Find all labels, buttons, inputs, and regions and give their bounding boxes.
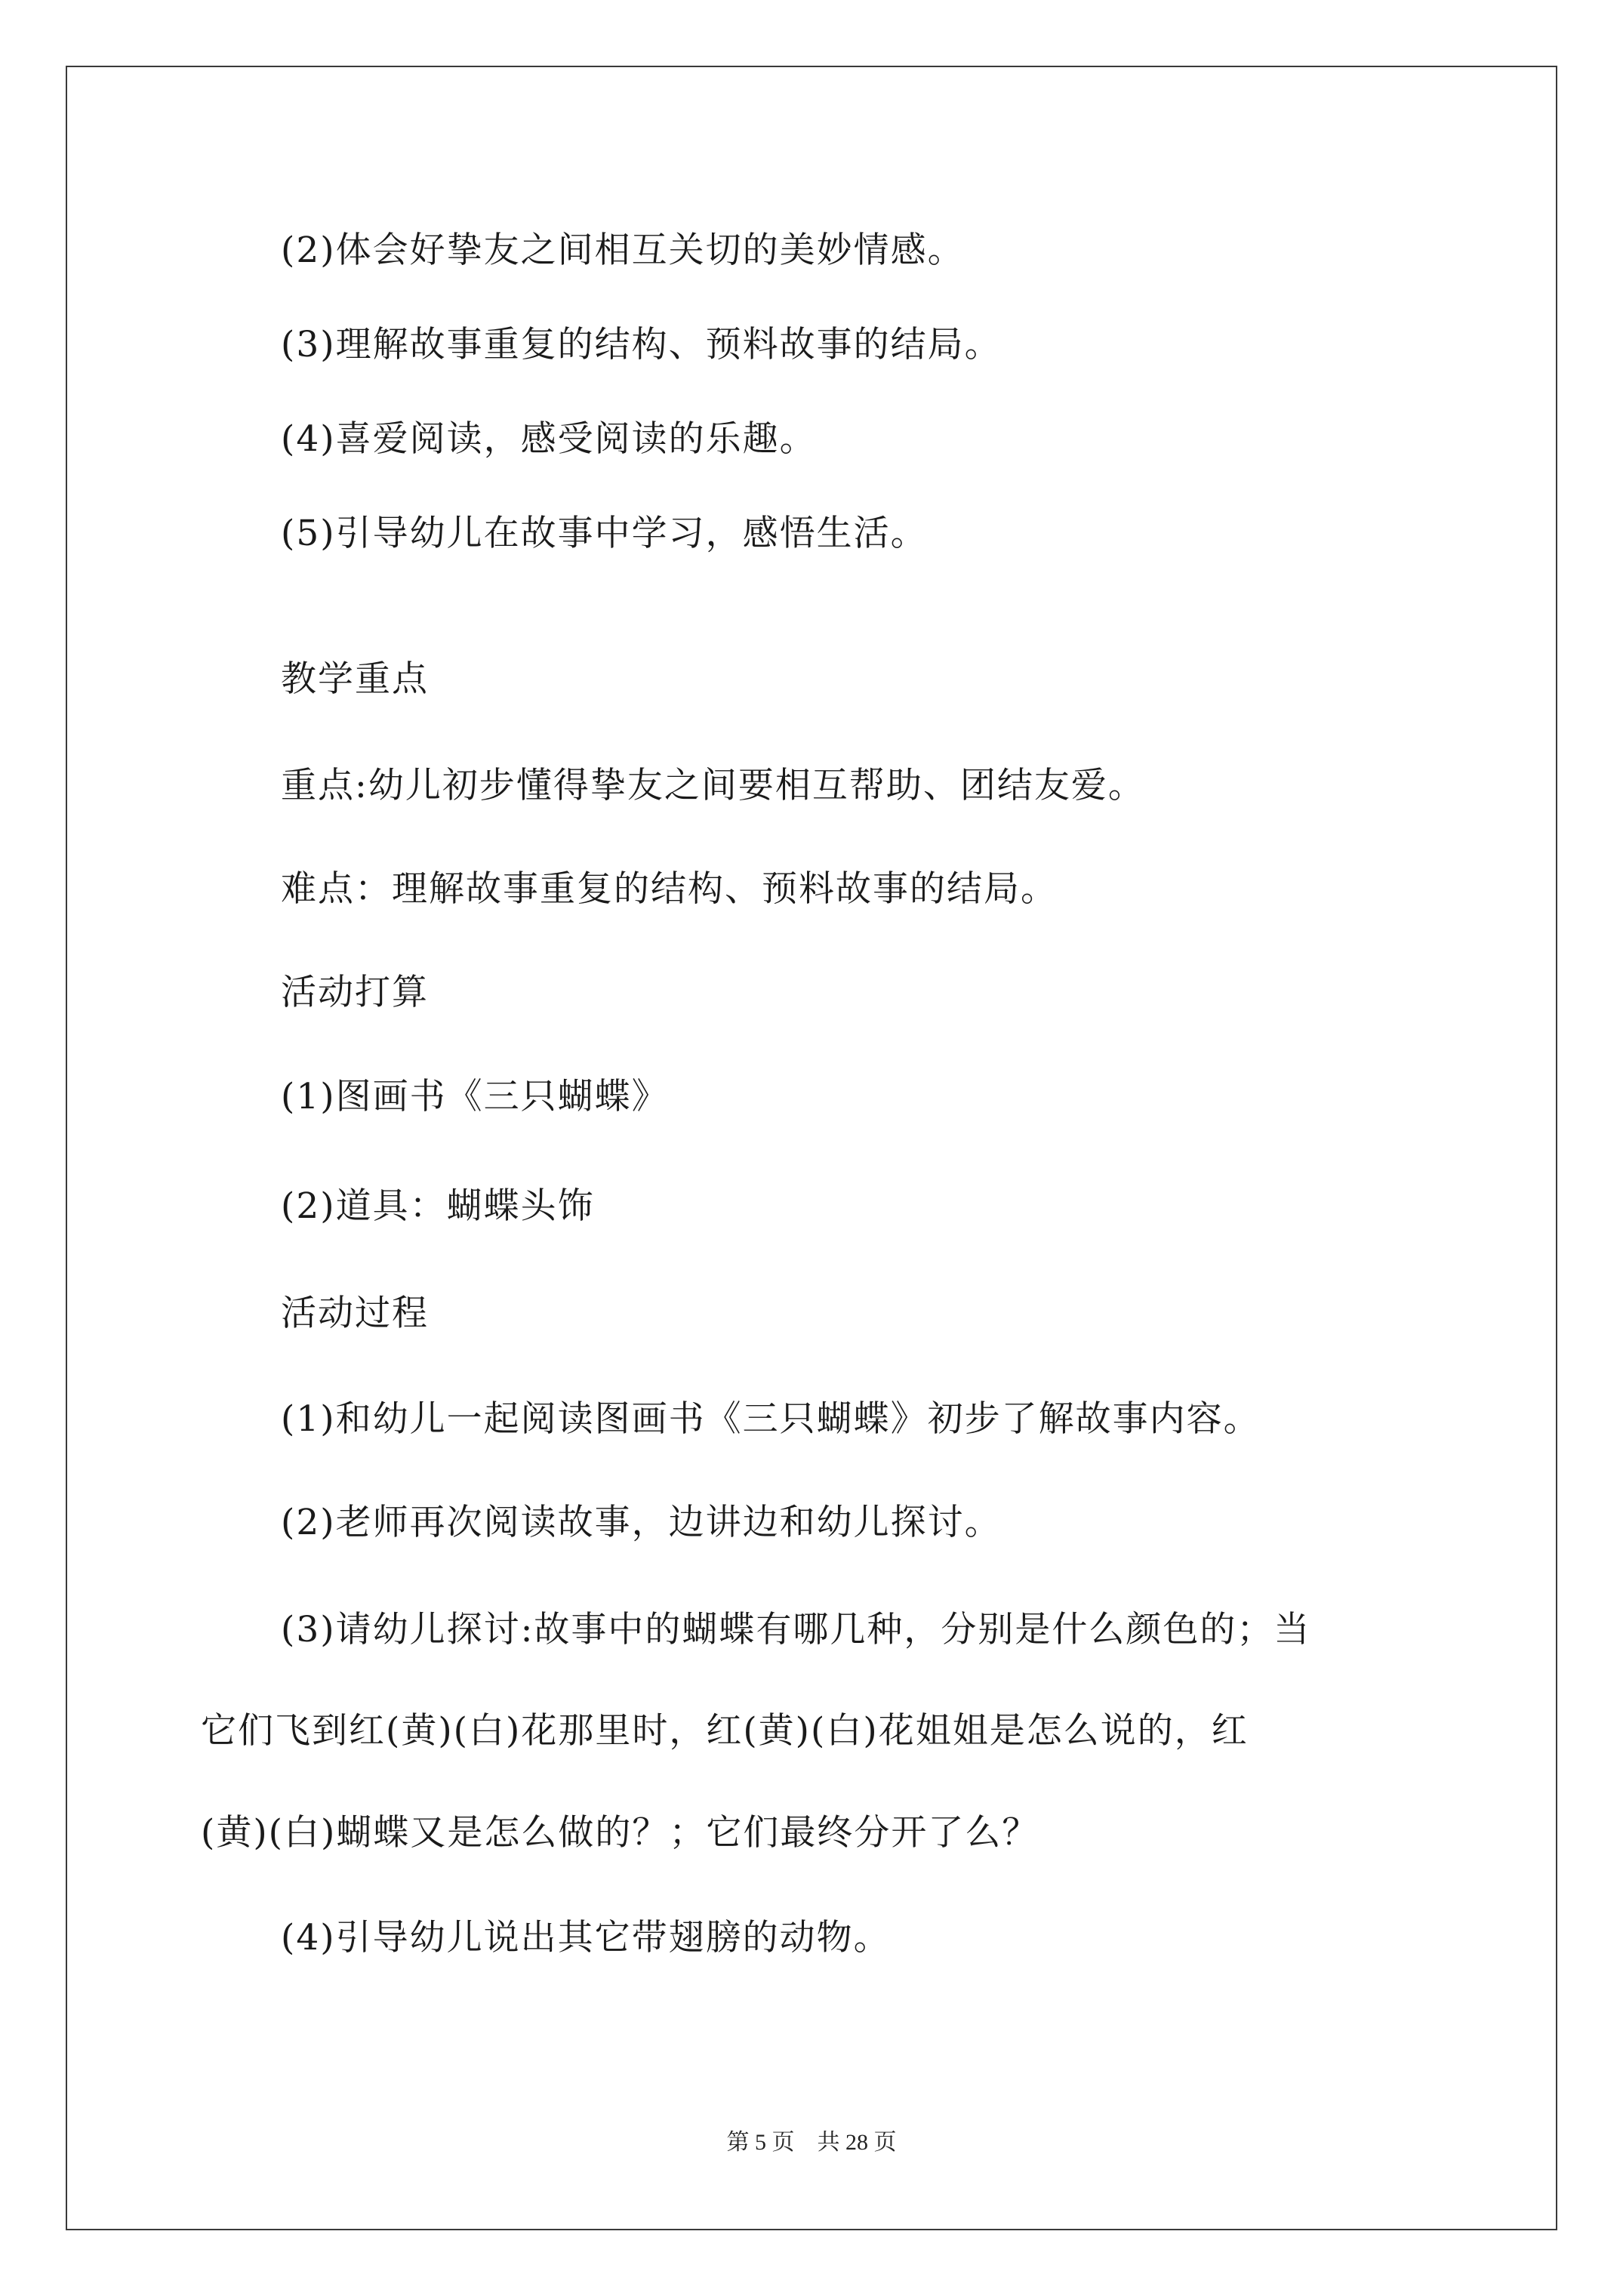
paragraph-process-3-line-2: 它们飞到红(黄)(白)花那里时，红(黄)(白)花姐姐是怎么说的，红 [201, 1710, 1249, 1752]
paragraph-prep-2: (2)道具：蝴蝶头饰 [281, 1185, 595, 1227]
paragraph-2: (3)理解故事重复的结构、预料故事的结局。 [281, 324, 1002, 365]
paragraph-process-1: (1)和幼儿一起阅读图画书《三只蝴蝶》初步了解故事内容。 [281, 1398, 1261, 1440]
paragraph-3: (4)喜爱阅读，感受阅读的乐趣。 [281, 418, 817, 460]
section-heading-process: 活动过程 [281, 1293, 429, 1334]
paragraph-key-point: 重点:幼儿初步懂得挚友之间要相互帮助、团结友爱。 [281, 765, 1145, 806]
paragraph-1: (2)体会好挚友之间相互关切的美妙情感。 [281, 230, 965, 271]
paragraph-difficulty: 难点：理解故事重复的结构、预料故事的结局。 [281, 868, 1058, 910]
paragraph-4: (5)引导幼儿在故事中学习，感悟生活。 [281, 513, 928, 554]
page-number-footer: 第 5 页 共 28 页 [726, 2130, 897, 2155]
paragraph-process-3-line-3: (黄)(白)蝴蝶又是怎么做的？；它们最终分开了么？ [201, 1812, 1039, 1854]
paragraph-process-4: (4)引导幼儿说出其它带翅膀的动物。 [281, 1917, 891, 1959]
section-heading-key-points: 教学重点 [281, 658, 429, 700]
paragraph-prep-1: (1)图画书《三只蝴蝶》 [281, 1076, 669, 1117]
paragraph-process-2: (2)老师再次阅读故事，边讲边和幼儿探讨。 [281, 1502, 1002, 1543]
section-heading-preparation: 活动打算 [281, 972, 429, 1013]
paragraph-process-3-line-1: (3)请幼儿探讨:故事中的蝴蝶有哪几种，分别是什么颜色的；当 [281, 1609, 1311, 1650]
page-border [66, 66, 1557, 2230]
